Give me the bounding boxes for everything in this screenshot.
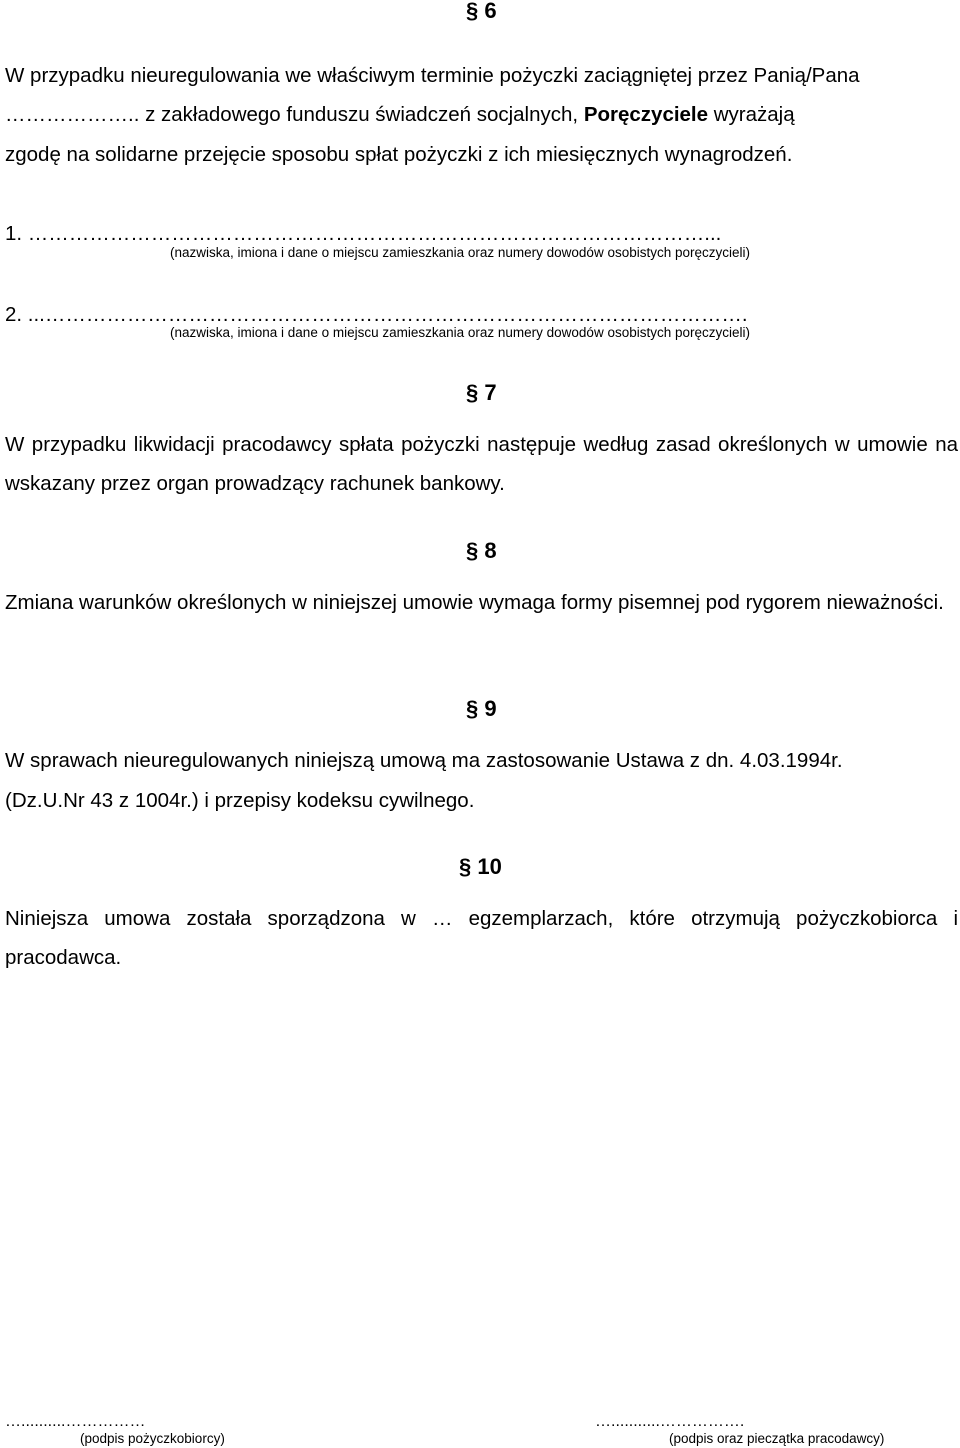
section-sign: § [466,696,479,721]
section-sign: § [466,0,479,23]
borrower-signature-line: …..........…………… [5,1413,146,1430]
employer-signature-caption: (podpis oraz pieczątka pracodawcy) [669,1431,885,1446]
guarantor-1-caption: (nazwiska, imiona i dane o miejscu zamieszkania oraz numery dowodów osobistych poręczycieli) [170,245,750,260]
guarantor-1-line: 1. ………………………………………………………………………………………... [5,222,722,245]
section-9-heading [466,696,497,722]
section-sign: § [459,854,472,879]
section-sign: § [466,538,479,563]
guarantors-term: Poręczyciele [583,103,709,126]
section-10-text: Niniejsza umowa została sporządzona w … egzemplarzach, które otrzymują pożyczkobiorca i pracodawca. [5,907,958,969]
section-6-line-3: zgodę na solidarne przejęcie sposobu spłat pożyczki z ich miesięcznych wynagrodzeń. [5,143,793,166]
section-9-line-2: (Dz.U.Nr 43 z 1004r.) i przepisy kodeksu cywilnego. [5,789,475,812]
section-number: 7 [484,380,497,405]
section-6-line-2 [5,102,795,128]
section-6-line-2-start: ……………….. z zakładowego funduszu świadczeń socjalnych, [5,103,584,126]
section-7-text: W przypadku likwidacji pracodawcy spłata pożyczki następuje według zasad określonych w umowie na wskazany przez organ prowadzący rachunek bankowy. [5,433,958,495]
section-6-line-2-end: wyrażają [708,103,795,126]
section-number: 6 [484,0,497,23]
section-7-heading [466,380,497,406]
borrower-signature-caption: (podpis pożyczkobiorcy) [80,1431,225,1446]
guarantor-2-caption: (nazwiska, imiona i dane o miejscu zamieszkania oraz numery dowodów osobistych poręczycieli) [170,325,750,340]
guarantor-2-line: 2. ...…………………………………………………………………………………………. [5,303,748,326]
section-number: 8 [484,538,497,563]
employer-signature-line: …...........……………. [595,1413,745,1430]
section-number: 9 [484,696,497,721]
section-8-heading [466,538,497,564]
section-number: 10 [477,854,502,879]
section-sign: § [466,380,479,405]
section-9-line-1: W sprawach nieuregulowanych niniejszą umową ma zastosowanie Ustawa z dn. 4.03.1994r. [5,749,843,772]
section-6-heading [466,0,497,24]
section-8-text: Zmiana warunków określonych w niniejszej umowie wymaga formy pisemnej pod rygorem nieważności. [5,591,944,614]
section-10-heading [459,854,502,880]
section-6-line-1: W przypadku nieuregulowania we właściwym terminie pożyczki zaciągniętej przez Panią/Pana [5,64,860,87]
